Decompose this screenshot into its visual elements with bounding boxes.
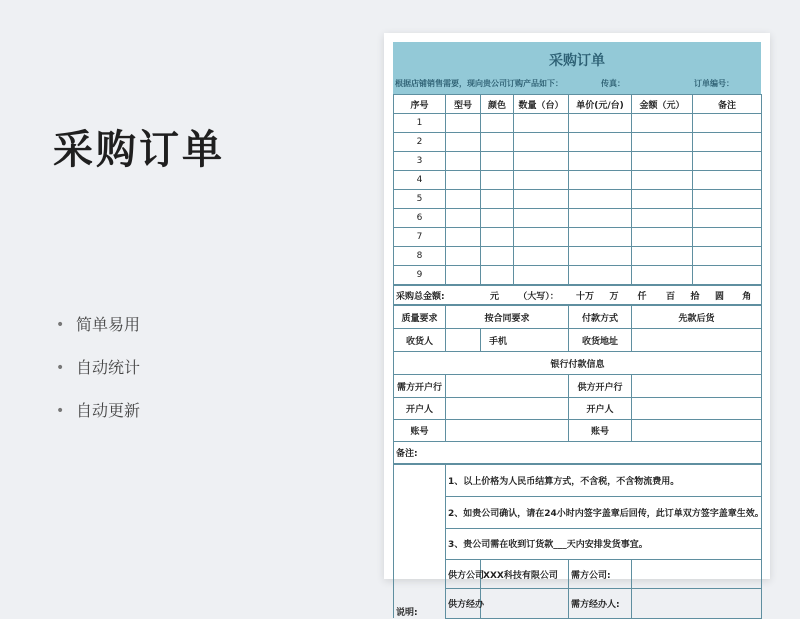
supplier-company-value: XXX科技有限公司 <box>481 560 569 589</box>
supplier-bank-value[interactable] <box>632 375 762 398</box>
table-cell[interactable] <box>632 228 693 247</box>
table-cell[interactable] <box>569 190 632 209</box>
order-header <box>393 42 761 94</box>
bullet-icon: • <box>56 360 65 376</box>
table-cell[interactable] <box>514 171 569 190</box>
terms-table <box>393 305 762 464</box>
feature-item <box>56 357 140 400</box>
buyer-agent-value[interactable] <box>632 589 762 618</box>
table-cell[interactable] <box>481 152 514 171</box>
table-cell[interactable] <box>569 247 632 266</box>
row-number: 8 <box>394 247 446 266</box>
note-row <box>394 465 762 497</box>
total-label: 采购总金额: <box>394 286 481 305</box>
row-number: 2 <box>394 133 446 152</box>
column-header: 型号 <box>446 95 481 114</box>
supplier-company-row <box>394 560 762 589</box>
table-cell[interactable] <box>569 133 632 152</box>
table-cell[interactable] <box>446 114 481 133</box>
order-intro: 根据店铺销售需要，现向贵公司订购产品如下： <box>395 79 563 88</box>
table-cell[interactable] <box>693 133 762 152</box>
phone-label-text: 手机 <box>488 336 507 347</box>
table-cell[interactable] <box>514 190 569 209</box>
table-cell[interactable] <box>514 228 569 247</box>
notes-table <box>393 464 762 619</box>
remarks-row <box>394 442 762 464</box>
receiver-value[interactable] <box>446 329 481 352</box>
table-row <box>394 190 762 209</box>
table-row <box>394 114 762 133</box>
table-row <box>394 152 762 171</box>
phone-label <box>481 329 569 352</box>
capital-label: （大写）： <box>509 286 569 305</box>
column-header: 金额（元） <box>632 95 693 114</box>
buyer-company-label: 需方公司: <box>569 560 632 589</box>
order-table <box>393 94 762 285</box>
table-cell[interactable] <box>632 133 693 152</box>
address-value[interactable] <box>632 329 762 352</box>
table-row <box>394 247 762 266</box>
bullet-icon: • <box>56 317 65 333</box>
order-title: 采购订单 <box>549 53 605 69</box>
table-cell[interactable] <box>693 228 762 247</box>
table-cell[interactable] <box>632 114 693 133</box>
table-cell[interactable] <box>632 247 693 266</box>
note-row <box>394 528 762 560</box>
feature-label: 自动更新 <box>76 401 141 420</box>
receiver-row <box>394 329 762 352</box>
bank-title: 银行付款信息 <box>394 352 762 375</box>
buyer-agent-label: 需方经办人: <box>569 589 632 618</box>
feature-list <box>56 314 140 443</box>
bullet-icon: • <box>56 403 65 419</box>
note-row <box>394 496 762 528</box>
row-number: 6 <box>394 209 446 228</box>
table-cell[interactable] <box>632 190 693 209</box>
supplier-account-label: 账号 <box>569 420 632 442</box>
unit-label: 仟 <box>627 286 658 305</box>
table-cell[interactable] <box>481 114 514 133</box>
table-cell[interactable] <box>446 247 481 266</box>
table-cell[interactable] <box>632 209 693 228</box>
table-cell[interactable] <box>446 266 481 285</box>
order-form-preview <box>384 33 770 618</box>
note-item: 3、贵公司需在收到订货款___天内安排发货事宜。 <box>446 528 762 560</box>
total-row <box>394 286 762 305</box>
bank-row <box>394 375 762 398</box>
yuan-label: 元 <box>481 286 509 305</box>
quality-row <box>394 306 762 329</box>
table-cell[interactable] <box>481 228 514 247</box>
feature-label: 简单易用 <box>76 315 141 334</box>
table-cell[interactable] <box>632 152 693 171</box>
unit-label: 万 <box>602 286 627 305</box>
table-cell[interactable] <box>514 266 569 285</box>
table-cell[interactable] <box>693 266 762 285</box>
unit-label: 拾 <box>684 286 707 305</box>
note-item: 2、如贵公司确认，请在24小时内签字盖章后回传，此订单双方签字盖章生效。 <box>446 496 762 528</box>
notes-label: 说明: <box>394 465 446 619</box>
order-number-label: 订单编号： <box>694 79 734 88</box>
row-number: 4 <box>394 171 446 190</box>
row-number: 9 <box>394 266 446 285</box>
page-title: 采购订单 <box>53 127 225 173</box>
remarks-label: 备注: <box>394 442 762 464</box>
unit-label: 角 <box>733 286 762 305</box>
table-cell[interactable] <box>632 266 693 285</box>
supplier-company-label: 供方公司 <box>446 560 481 589</box>
table-cell[interactable] <box>481 133 514 152</box>
buyer-account-label: 账号 <box>394 420 446 442</box>
table-cell[interactable] <box>693 209 762 228</box>
table-cell[interactable] <box>569 171 632 190</box>
feature-item <box>56 314 140 357</box>
row-number: 3 <box>394 152 446 171</box>
table-cell[interactable] <box>481 247 514 266</box>
table-row <box>394 209 762 228</box>
note-item: 1、以上价格为人民币结算方式，不含税，不含物流费用。 <box>446 465 762 497</box>
row-number: 1 <box>394 114 446 133</box>
table-cell[interactable] <box>632 171 693 190</box>
agent-row <box>394 589 762 618</box>
fax-label: 传真： <box>601 79 625 88</box>
table-row <box>394 133 762 152</box>
account-row <box>394 420 762 442</box>
table-cell[interactable] <box>693 247 762 266</box>
table-cell[interactable] <box>569 266 632 285</box>
feature-label: 自动统计 <box>76 358 141 377</box>
table-cell[interactable] <box>446 152 481 171</box>
table-cell[interactable] <box>569 152 632 171</box>
table-cell[interactable] <box>481 190 514 209</box>
table-cell[interactable] <box>514 247 569 266</box>
payment-label: 付款方式 <box>569 306 632 329</box>
buyer-holder-value[interactable] <box>446 398 569 420</box>
row-number: 5 <box>394 190 446 209</box>
total-table <box>393 285 762 305</box>
supplier-agent-label: 供方经办 <box>446 589 481 618</box>
unit-label: 圆 <box>707 286 733 305</box>
table-cell[interactable] <box>569 114 632 133</box>
table-cell[interactable] <box>446 228 481 247</box>
table-cell[interactable] <box>693 152 762 171</box>
feature-item <box>56 400 140 443</box>
receiver-label: 收货人 <box>394 329 446 352</box>
supplier-holder-label: 开户人 <box>569 398 632 420</box>
table-header-row <box>394 95 762 114</box>
supplier-agent-value[interactable] <box>481 589 569 618</box>
supplier-account-value[interactable] <box>632 420 762 442</box>
table-cell[interactable] <box>446 209 481 228</box>
table-cell[interactable] <box>514 152 569 171</box>
table-cell[interactable] <box>569 209 632 228</box>
buyer-company-value[interactable] <box>632 560 762 589</box>
table-cell[interactable] <box>514 114 569 133</box>
payment-value: 先款后货 <box>632 306 762 329</box>
table-cell[interactable] <box>481 266 514 285</box>
table-row <box>394 228 762 247</box>
unit-label: 百 <box>658 286 684 305</box>
table-cell[interactable] <box>446 171 481 190</box>
table-cell[interactable] <box>481 171 514 190</box>
table-cell[interactable] <box>446 190 481 209</box>
column-header: 数量（台） <box>514 95 569 114</box>
buyer-bank-label: 需方开户行 <box>394 375 446 398</box>
table-cell[interactable] <box>514 133 569 152</box>
column-header: 单价(元/台) <box>569 95 632 114</box>
table-cell[interactable] <box>693 171 762 190</box>
address-label: 收货地址 <box>569 329 632 352</box>
unit-label: 十万 <box>569 286 602 305</box>
table-cell[interactable] <box>446 133 481 152</box>
table-row <box>394 171 762 190</box>
table-cell[interactable] <box>481 209 514 228</box>
buyer-bank-value[interactable] <box>446 375 569 398</box>
row-number: 7 <box>394 228 446 247</box>
holder-row <box>394 398 762 420</box>
quality-label: 质量要求 <box>394 306 446 329</box>
supplier-bank-label: 供方开户行 <box>569 375 632 398</box>
table-cell[interactable] <box>693 114 762 133</box>
table-cell[interactable] <box>569 228 632 247</box>
table-cell[interactable] <box>514 209 569 228</box>
table-row <box>394 266 762 285</box>
supplier-holder-value[interactable] <box>632 398 762 420</box>
column-header: 备注 <box>693 95 762 114</box>
column-header: 序号 <box>394 95 446 114</box>
table-cell[interactable] <box>693 190 762 209</box>
buyer-account-value[interactable] <box>446 420 569 442</box>
column-header: 颜色 <box>481 95 514 114</box>
quality-value: 按合同要求 <box>446 306 569 329</box>
bank-title-row <box>394 352 762 375</box>
buyer-holder-label: 开户人 <box>394 398 446 420</box>
